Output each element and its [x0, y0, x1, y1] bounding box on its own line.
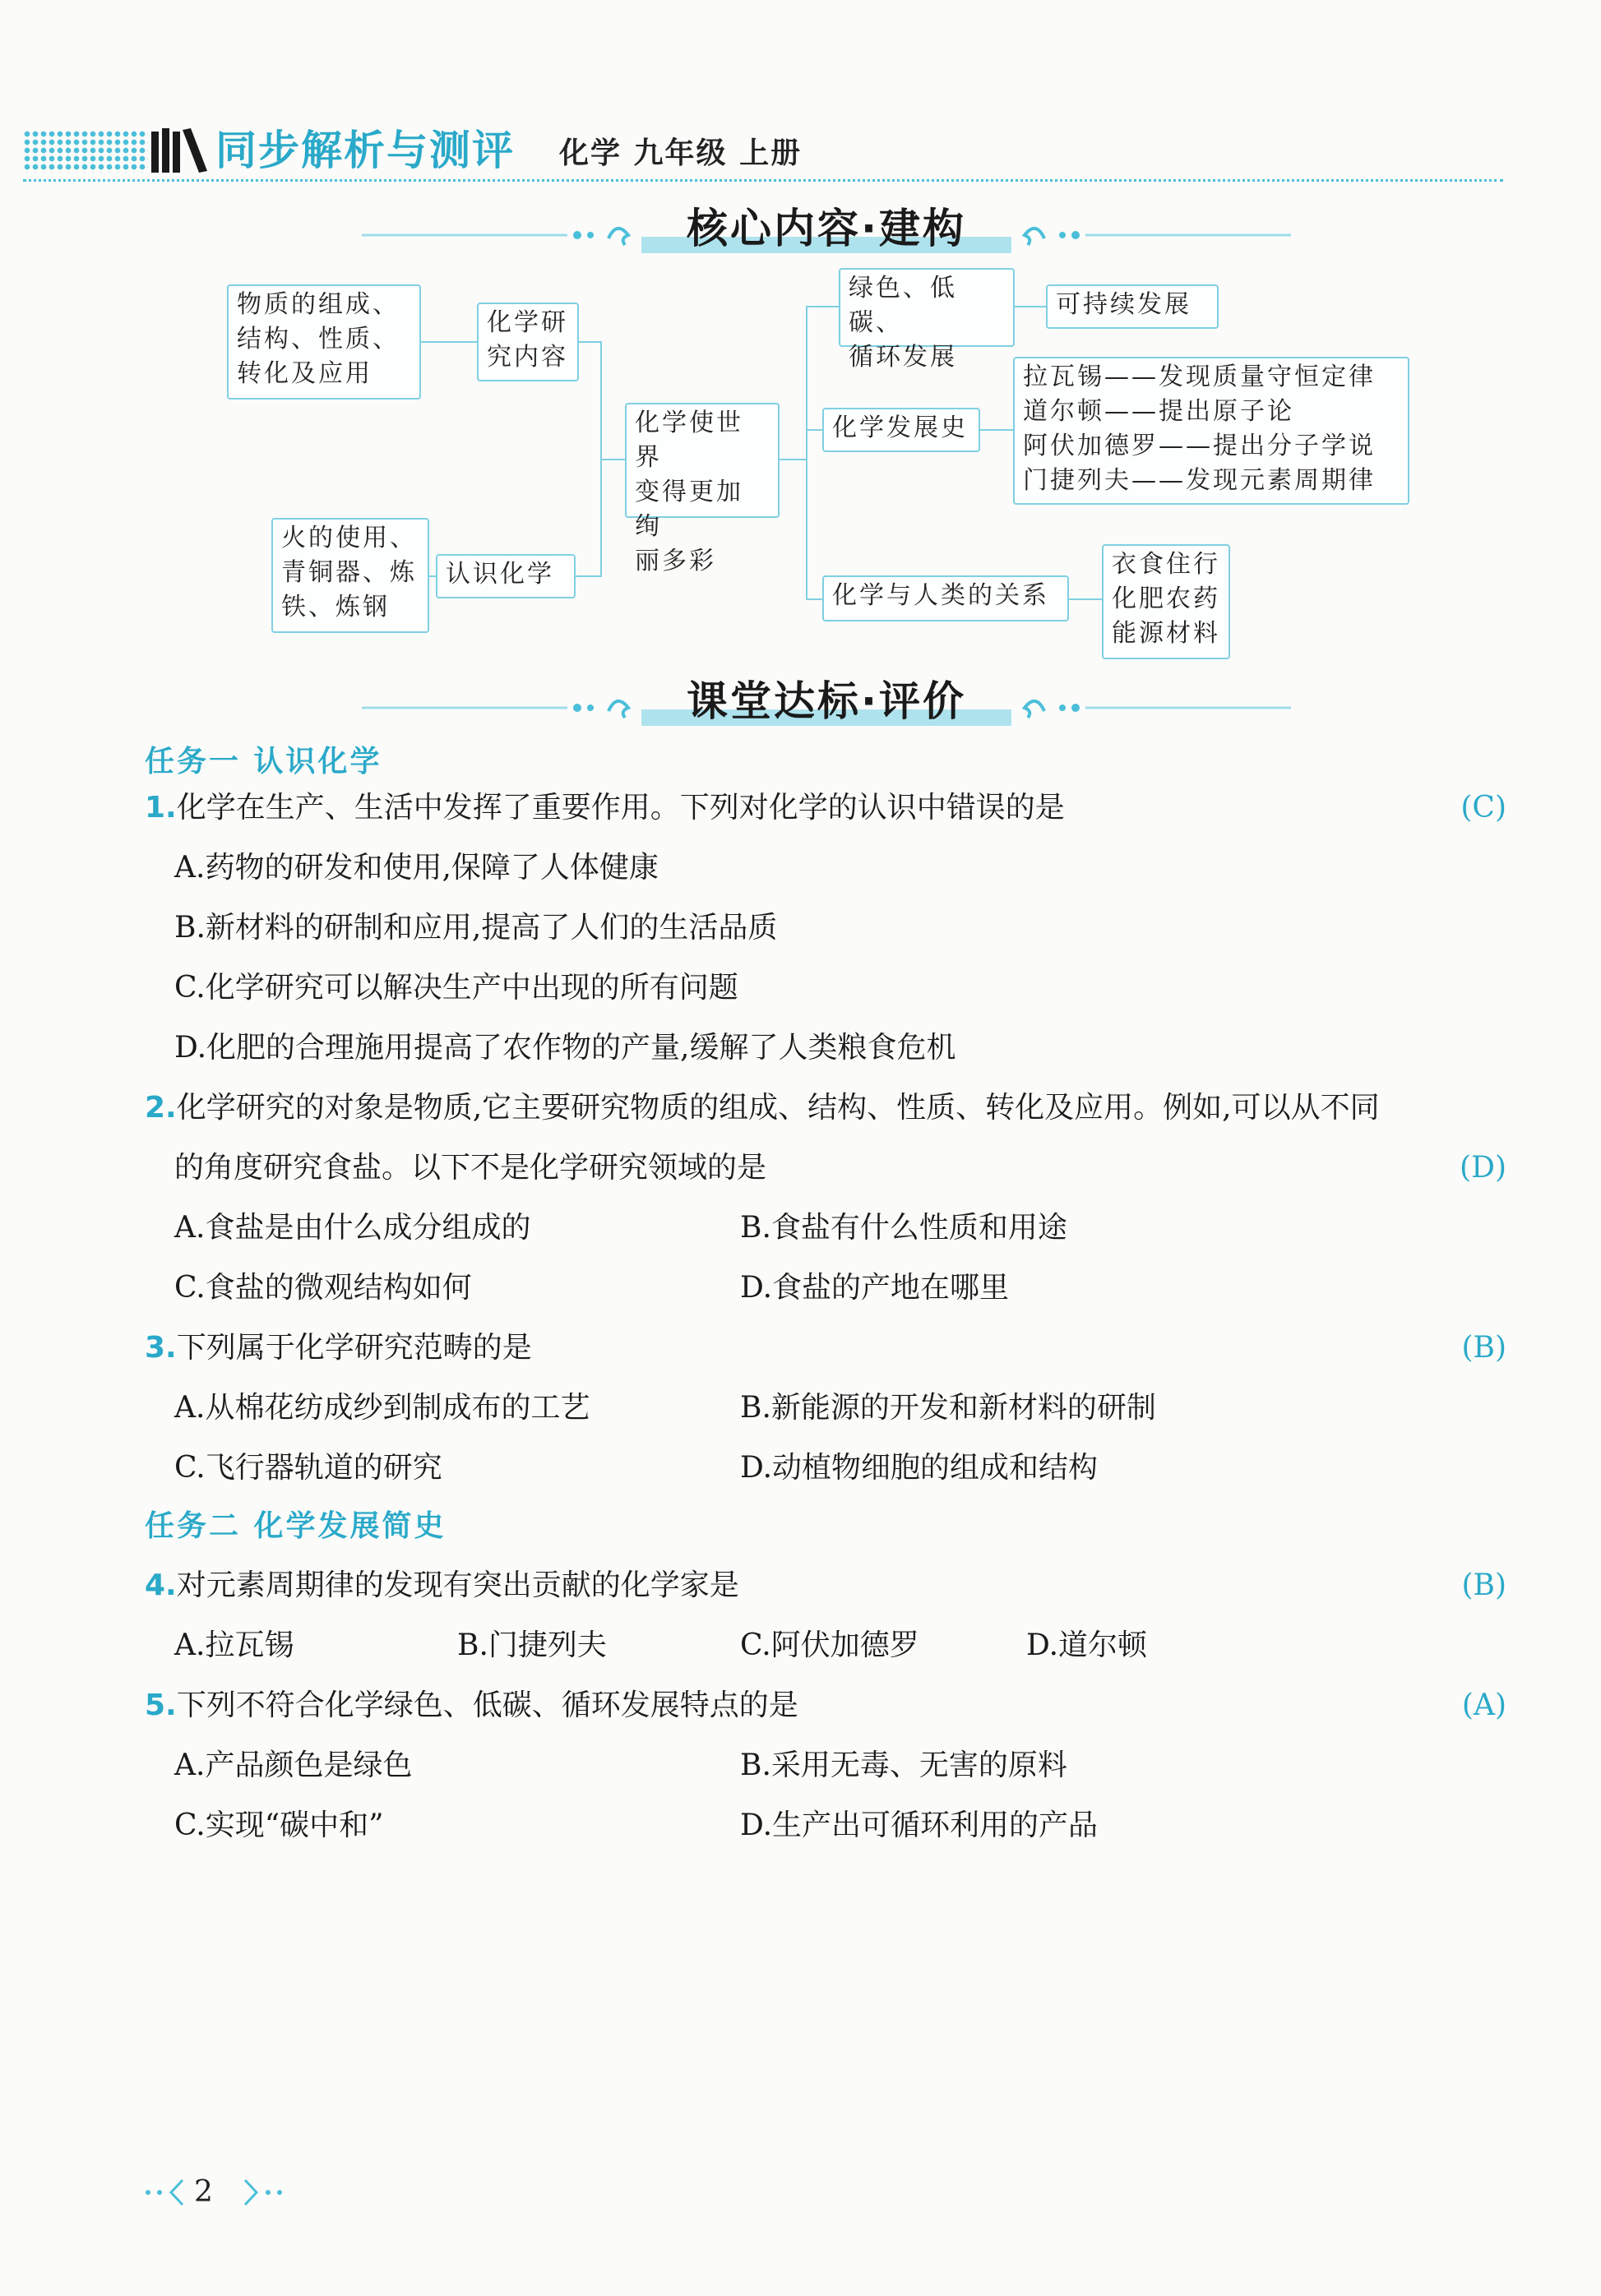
green-box: 绿色、低碳、 循环发展: [839, 268, 1015, 347]
question-number: 3.: [145, 1331, 177, 1365]
know-detail-box: 火的使用、 青铜器、炼 铁、炼钢: [271, 518, 429, 633]
page-number-ornament-icon: [141, 2170, 286, 2215]
connector: [1015, 306, 1046, 307]
question-3-option-d: D.动植物细胞的组成和结构: [740, 1451, 1099, 1485]
human-box: 化学与人类的关系: [822, 575, 1069, 621]
question-5-option-c: C.实现“碳中和”: [174, 1809, 384, 1842]
question-2-stem-line2: 的角度研究食盐。以下不是化学研究领域的是: [174, 1151, 767, 1185]
question-number: 2.: [145, 1091, 177, 1125]
connector: [806, 306, 807, 600]
question-1-answer: (C): [1460, 791, 1506, 825]
question-number: 1.: [145, 791, 177, 825]
connector: [576, 575, 600, 577]
research-content-box: 化学研 究内容: [477, 303, 579, 381]
connector: [579, 341, 600, 343]
series-title: 同步解析与测评: [215, 127, 515, 174]
sustainable-box: 可持续发展: [1046, 284, 1219, 329]
connector: [429, 575, 436, 577]
question-2-option-d: D.食盐的产地在哪里: [740, 1271, 1010, 1305]
connector: [1069, 598, 1102, 600]
question-2-stem: [145, 1088, 1502, 1129]
human-detail-box: 衣食住行 化肥农药 能源材料: [1102, 544, 1230, 659]
research-detail-box: 物质的组成、 结构、性质、 转化及应用: [227, 284, 421, 400]
question-3-option-b: B.新能源的开发和新材料的研制: [740, 1391, 1156, 1425]
question-4-option-d: D.道尔顿: [1026, 1628, 1148, 1662]
question-number: 5.: [145, 1689, 177, 1722]
question-2-option-a: A.食盐是由什么成分组成的: [174, 1211, 531, 1245]
question-4-answer: (B): [1461, 1568, 1506, 1602]
question-1-option-c: C.化学研究可以解决生产中出现的所有问题: [174, 971, 738, 1005]
question-4-option-a: A.拉瓦锡: [174, 1628, 294, 1662]
section-banner-practice: [362, 670, 1291, 736]
question-5-option-d: D.生产出可循环利用的产品: [740, 1809, 1099, 1842]
history-detail-box: 拉瓦锡——发现质量守恒定律 道尔顿——提出原子论 阿伏加德罗——提出分子学说 门捷列夫——发现元素周期律: [1013, 357, 1409, 505]
page-number: 2: [194, 2175, 213, 2209]
task-heading-1: 任务一 认识化学: [145, 745, 382, 778]
question-1-stem: [145, 788, 1502, 829]
connector: [980, 429, 1013, 431]
question-text: 下列不符合化学绿色、低碳、循环发展特点的是: [176, 1689, 798, 1722]
task-heading-2: 任务二 化学发展简史: [145, 1509, 447, 1543]
question-3-option-a: A.从棉花纺成纱到制成布的工艺: [174, 1391, 590, 1425]
practice-section-title: 课堂达标·评价: [687, 677, 966, 725]
question-1-option-b: B.新材料的研制和应用,提高了人们的生活品质: [174, 911, 778, 945]
core-section-title: 核心内容·建构: [687, 205, 966, 252]
question-text: 下列属于化学研究范畴的是: [176, 1331, 532, 1365]
question-5-stem: [145, 1685, 1502, 1726]
center-box: 化学使世界 变得更加绚 丽多彩: [625, 403, 780, 518]
question-5-answer: (A): [1461, 1689, 1506, 1722]
question-2-answer: (D): [1460, 1151, 1506, 1185]
question-3-stem: [145, 1328, 1502, 1369]
question-4-stem: [145, 1565, 1502, 1606]
question-3-option-c: C.飞行器轨道的研究: [174, 1451, 442, 1485]
history-box: 化学发展史: [822, 408, 980, 452]
question-2-option-b: B.食盐有什么性质和用途: [740, 1211, 1067, 1245]
question-5-option-b: B.采用无毒、无害的原料: [740, 1749, 1067, 1782]
connector: [421, 341, 477, 343]
question-4-option-c: C.阿伏加德罗: [740, 1628, 919, 1662]
question-text: 化学研究的对象是物质,它主要研究物质的组成、结构、性质、转化及应用。例如,可以从不同: [176, 1091, 1380, 1125]
connector: [806, 306, 839, 307]
question-3-answer: (B): [1461, 1331, 1506, 1365]
question-1-option-d: D.化肥的合理施用提高了农作物的产量,缓解了人类粮食危机: [174, 1031, 956, 1065]
question-text: 化学在生产、生活中发挥了重要作用。下列对化学的认识中错误的是: [176, 791, 1065, 825]
book-info: 化学 九年级 上册: [559, 136, 803, 170]
know-chem-box: 认识化学: [436, 554, 576, 598]
question-5-option-a: A.产品颜色是绿色: [174, 1749, 413, 1782]
connector: [806, 429, 822, 431]
connector: [780, 459, 806, 460]
question-4-option-b: B.门捷列夫: [457, 1628, 607, 1662]
connector: [806, 598, 822, 600]
connector: [600, 459, 625, 460]
question-number: 4.: [145, 1568, 177, 1602]
question-2-option-c: C.食盐的微观结构如何: [174, 1271, 472, 1305]
question-1-option-a: A.药物的研发和使用,保障了人体健康: [174, 851, 659, 885]
concept-map: [0, 0, 1601, 658]
question-text: 对元素周期律的发现有突出贡献的化学家是: [176, 1568, 739, 1602]
